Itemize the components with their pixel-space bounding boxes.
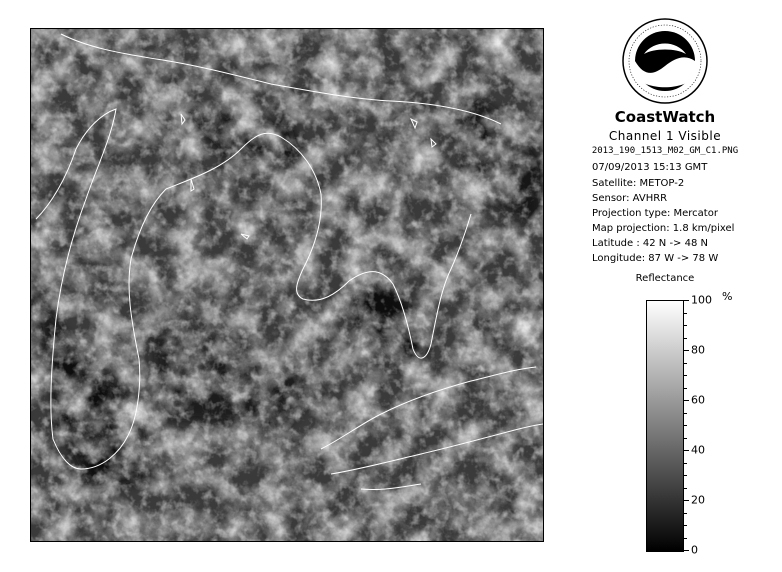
colorbar-tick-40 — [684, 450, 689, 451]
legend-panel — [560, 16, 770, 566]
noaa-logo — [620, 16, 710, 106]
colorbar-tick-label: 40 — [691, 443, 705, 457]
colorbar-minor-tick — [684, 513, 687, 514]
colorbar — [646, 300, 684, 552]
colorbar-tick-label: 80 — [691, 343, 705, 357]
colorbar-tick-20 — [684, 500, 689, 501]
satellite-image — [30, 28, 544, 542]
colorbar-minor-tick — [684, 338, 687, 339]
colorbar-tick-label: 20 — [691, 493, 705, 507]
brand-title: CoastWatch — [614, 108, 716, 126]
colorbar-tick-80 — [684, 350, 689, 351]
file-name: 2013_190_1513_M02_GM_C1.PNG — [591, 146, 739, 156]
colorbar-tick-100 — [684, 300, 689, 301]
longitude-text: Longitude: 87 W -> 78 W — [592, 253, 719, 264]
colorbar-minor-tick — [684, 425, 687, 426]
colorbar-minor-tick — [684, 363, 687, 364]
sensor-text: Sensor: AVHRR — [592, 193, 668, 204]
colorbar-tick-label: 100 — [691, 293, 712, 307]
satellite-text: Satellite: METOP-2 — [592, 178, 685, 189]
colorbar-minor-tick — [684, 525, 687, 526]
colorbar-tick-label: 0 — [691, 543, 698, 557]
logo-text: NOAA — [650, 51, 680, 61]
colorbar-minor-tick — [684, 438, 687, 439]
satellite-image-svg — [31, 29, 543, 541]
channel-label: Channel 1 Visible — [608, 129, 722, 143]
colorbar-minor-tick — [684, 538, 687, 539]
latitude-text: Latitude : 42 N -> 48 N — [592, 238, 708, 249]
datetime-text: 07/09/2013 15:13 GMT — [592, 162, 708, 173]
colorbar-tick-60 — [684, 400, 689, 401]
colorbar-title: Reflectance — [635, 273, 695, 284]
colorbar-minor-tick — [684, 388, 687, 389]
colorbar-minor-tick — [684, 375, 687, 376]
colorbar-minor-tick — [684, 463, 687, 464]
colorbar-tick-label: 60 — [691, 393, 705, 407]
projection-type-text: Projection type: Mercator — [592, 208, 718, 219]
colorbar-minor-tick — [684, 325, 687, 326]
colorbar-minor-tick — [684, 413, 687, 414]
colorbar-minor-tick — [684, 475, 687, 476]
colorbar-minor-tick — [684, 313, 687, 314]
colorbar-tick-0 — [684, 550, 689, 551]
colorbar-minor-tick — [684, 488, 687, 489]
colorbar-unit: % — [722, 290, 733, 303]
map-projection-text: Map projection: 1.8 km/pixel — [592, 223, 735, 234]
